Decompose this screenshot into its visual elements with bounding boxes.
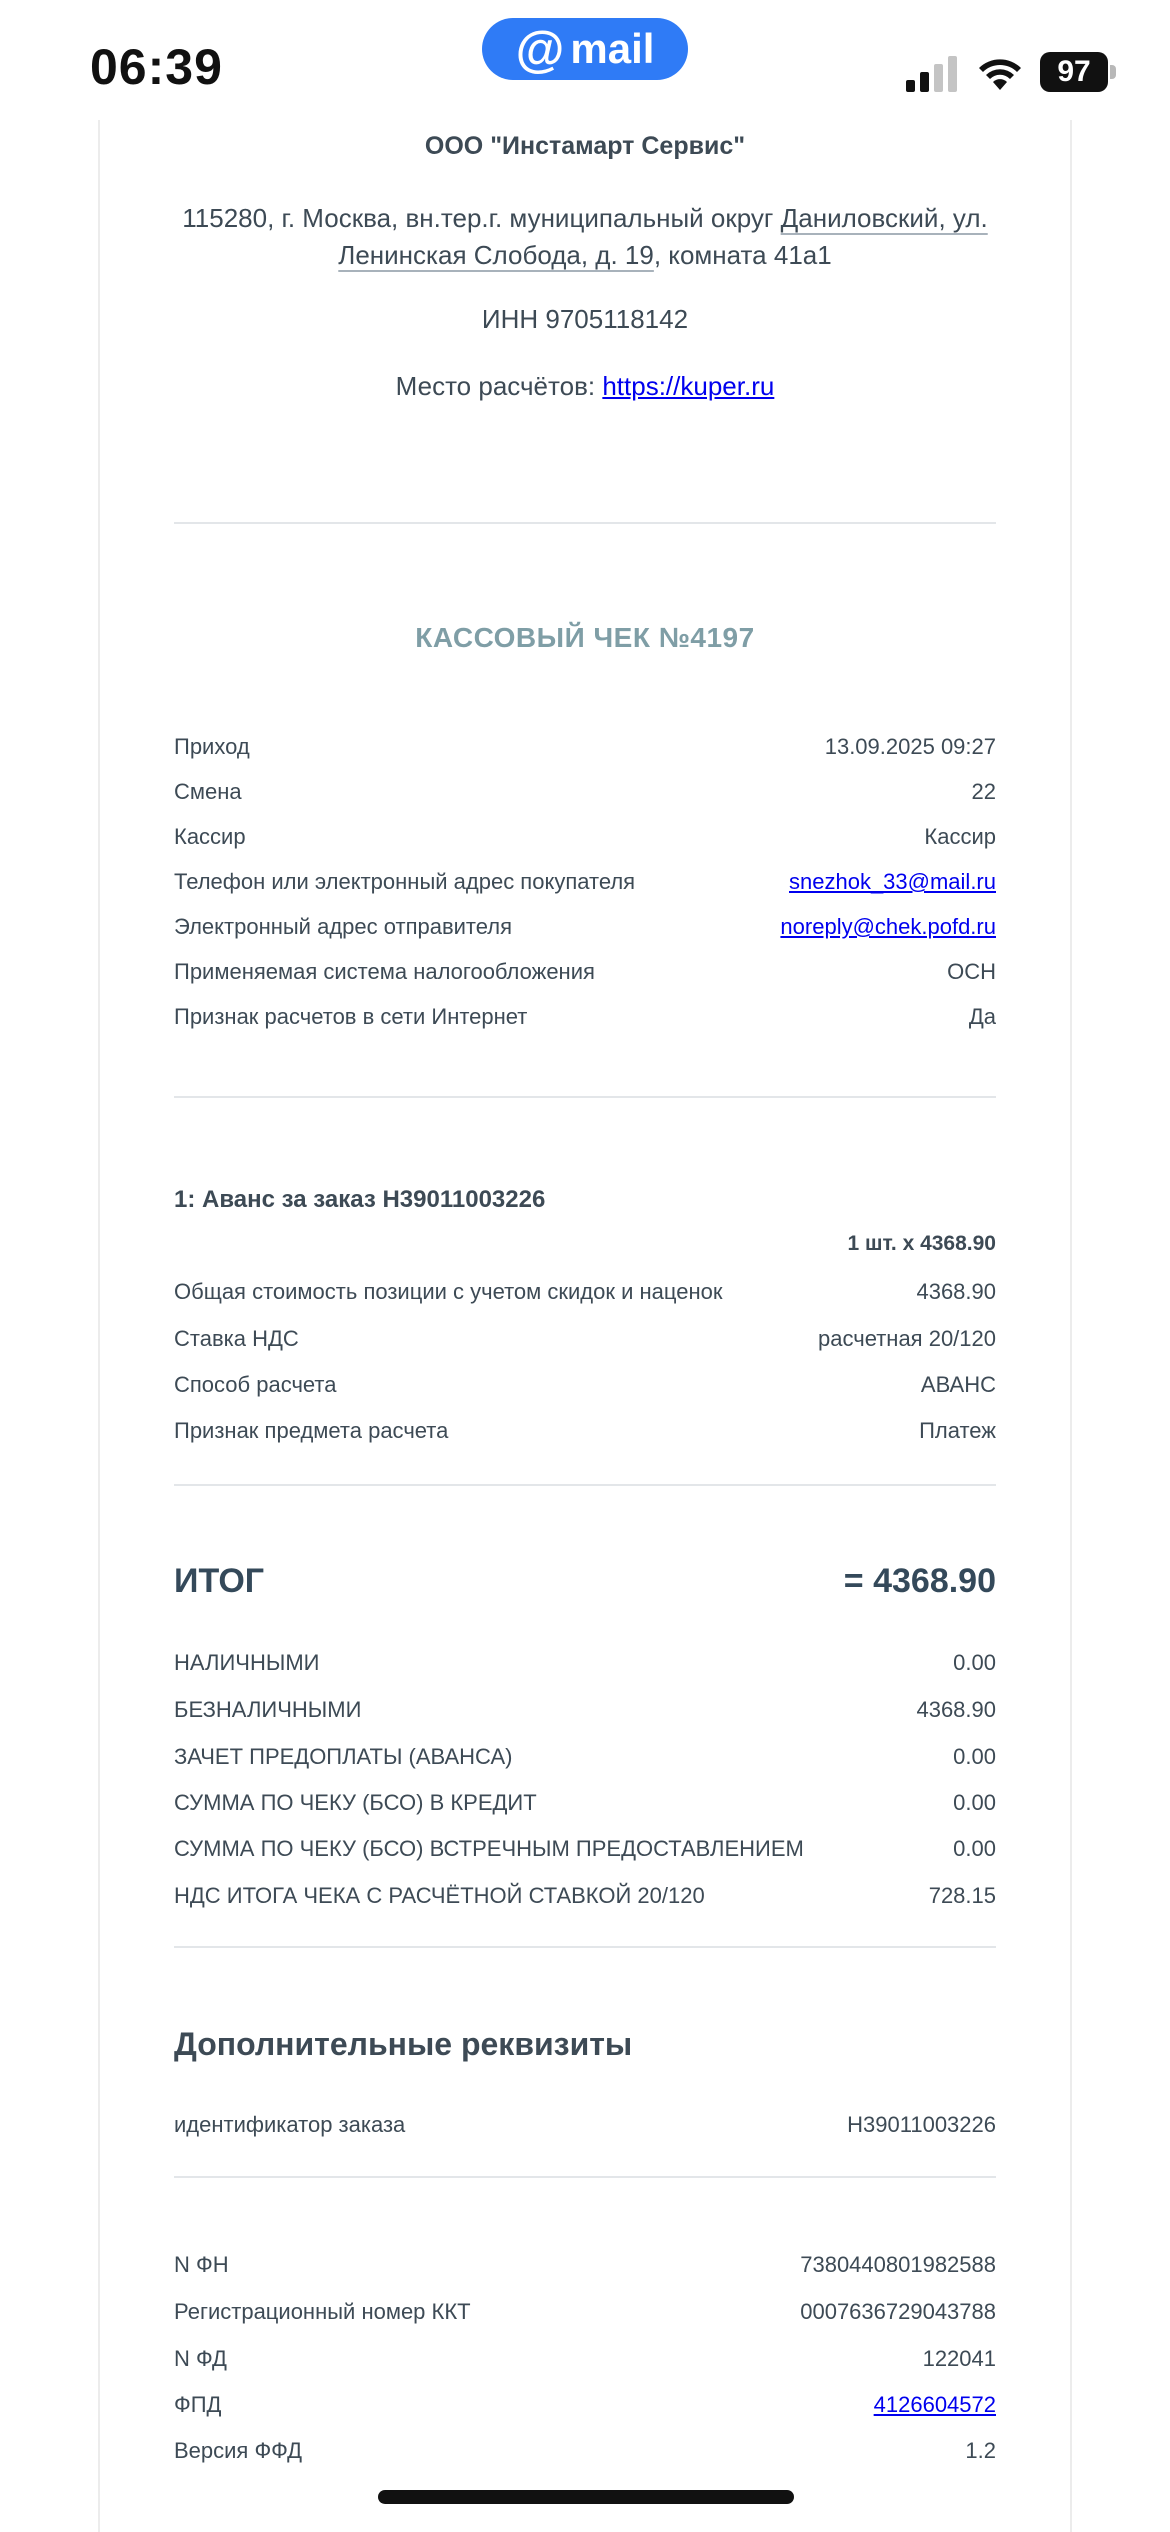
total-row-value: 0.00 [953,1790,996,1815]
company-inn: ИНН 9705118142 [481,304,689,334]
fpd-link[interactable]: 4126604572 [873,2392,996,2417]
info-row-shift [174,779,996,819]
divider [174,1946,996,1948]
fiscal-label: Версия ФФД [174,2438,303,2463]
item-value: Платеж [919,1418,996,1443]
fiscal-label: N ФД [174,2346,227,2371]
mail-app-label: mail [570,25,655,72]
item-value: расчетная 20/120 [818,1326,996,1351]
total-row-label: НДС ИТОГА ЧЕКА С РАСЧЁТНОЙ СТАВКОЙ 20/120 [174,1883,705,1908]
info-row-sender-email [174,914,996,954]
status-bar [0,0,1170,120]
item-row-payment-method [174,1372,996,1412]
info-value: Да [968,1004,996,1029]
fiscal-label: ФПД [174,2392,222,2417]
info-label: Кассир [174,824,246,849]
total-row-label: СУММА ПО ЧЕКУ (БСО) ВСТРЕЧНЫМ ПРЕДОСТАВЛЕНИЕМ [174,1836,804,1861]
total-row-label: СУММА ПО ЧЕКУ (БСО) В КРЕДИТ [174,1790,537,1815]
item-title: 1: Аванс за заказ H39011003226 [174,1186,546,1213]
total-value: = 4368.90 [843,1562,996,1600]
divider [174,522,996,524]
sender-email-link[interactable]: noreply@chek.pofd.ru [780,914,996,939]
divider [174,1484,996,1486]
info-label: Приход [174,734,250,759]
total-label: ИТОГ [174,1562,265,1600]
fiscal-value: 7380440801982588 [800,2252,996,2277]
item-label: Способ расчета [174,1372,337,1397]
battery-icon [1040,52,1116,92]
info-label: Электронный адрес отправителя [174,914,513,939]
info-label: Телефон или электронный адрес покупателя [174,869,636,894]
fiscal-row-fpd [174,2392,996,2432]
total-row-label: БЕЗНАЛИЧНЫМИ [174,1697,362,1722]
fiscal-row-ffd-version [174,2438,996,2478]
total-row-value: 4368.90 [916,1697,996,1722]
info-label: Применяемая система налогообложения [174,959,595,984]
company-name: ООО "Инстамарт Сервис" [424,132,746,160]
extra-label: идентификатор заказа [174,2112,406,2137]
fiscal-label: Регистрационный номер ККТ [174,2299,471,2324]
buyer-email-link[interactable]: snezhok_33@mail.ru [789,869,996,894]
payment-place-link[interactable]: https://kuper.ru [602,371,775,401]
address-part-2: Даниловский, ул. Ленинская Слобода, д. 19 [338,203,988,270]
receipt-title: КАССОВЫЙ ЧЕК №4197 [415,622,755,653]
fiscal-row-fn [174,2252,996,2292]
fiscal-row-kkt [174,2299,996,2339]
item-label: Ставка НДС [174,1326,299,1351]
info-value: Кассир [924,824,996,849]
fiscal-row-fd [174,2346,996,2386]
info-row-buyer-contact [174,869,996,909]
item-value: АВАНС [920,1372,996,1397]
info-value: ОСН [947,959,996,984]
battery-level: 97 [1040,52,1108,92]
total-row-value: 0.00 [953,1744,996,1769]
wifi-icon [976,52,1024,92]
total-row-vat [174,1883,996,1923]
fiscal-label: N ФН [174,2252,229,2277]
fiscal-value: 122041 [922,2346,996,2371]
total-row-cashless [174,1697,996,1737]
info-label: Признак расчетов в сети Интернет [174,1004,528,1029]
item-row-vat-rate [174,1326,996,1366]
divider [174,1096,996,1098]
fiscal-value: 1.2 [965,2438,996,2463]
info-value: 22 [971,779,996,804]
info-row-internet [174,1004,996,1044]
item-row-subject [174,1418,996,1458]
company-address [140,200,1030,274]
payment-place-label: Место расчётов: [395,371,603,401]
address-part-3: , комната 41а1 [653,240,832,270]
divider [174,2176,996,2178]
fiscal-value: 0007636729043788 [800,2299,996,2324]
info-row-income [174,734,996,774]
total-row-label: НАЛИЧНЫМИ [174,1650,320,1675]
extra-requisites-title: Дополнительные реквизиты [174,2026,633,2062]
at-icon: @ [515,21,565,77]
extra-value: H39011003226 [847,2112,996,2137]
info-label: Смена [174,779,242,804]
total-row-prepayment [174,1744,996,1784]
total-row-cash [174,1650,996,1690]
info-row-cashier [174,824,996,864]
payment-place [140,371,1030,402]
info-row-tax-system [174,959,996,999]
total-row-value: 728.15 [928,1883,996,1908]
home-indicator[interactable] [378,2490,794,2504]
extra-row-order-id [174,2112,996,2152]
address-part-1: 115280, г. Москва, вн.тер.г. муниципальный округ [182,203,781,233]
total-row-label: ЗАЧЕТ ПРЕДОПЛАТЫ (АВАНСА) [174,1744,513,1769]
item-row-total-cost [174,1279,996,1319]
item-label: Общая стоимость позиции с учетом скидок и наценок [174,1279,723,1304]
total-row-value: 0.00 [953,1650,996,1675]
total-row-value: 0.00 [953,1836,996,1861]
total-row-counter-provision [174,1836,996,1876]
status-time: 06:39 [90,39,223,95]
total-row-credit [174,1790,996,1830]
info-value: 13.09.2025 09:27 [824,734,996,759]
cellular-signal-icon [906,56,958,92]
item-quantity: 1 шт. x 4368.90 [847,1232,996,1255]
mail-app-pill[interactable] [482,18,688,80]
item-label: Признак предмета расчета [174,1418,449,1443]
item-value: 4368.90 [916,1279,996,1304]
